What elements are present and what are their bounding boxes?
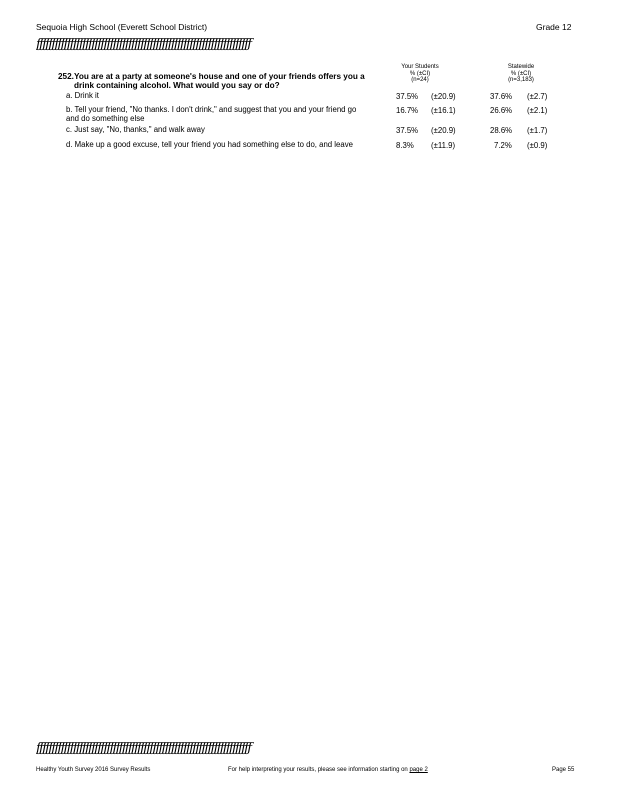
footer-page-link[interactable]: page 2 xyxy=(409,767,428,773)
state-ci-a: (±2.7) xyxy=(527,92,548,101)
your-pct-a: 37.5% xyxy=(396,92,419,101)
answer-label-d: d. Make up a good excuse, tell your friend you had something else to do, and leave xyxy=(66,140,353,149)
state-ci-c: (±1.7) xyxy=(527,126,548,135)
statewide-unit: % (±CI) xyxy=(510,70,532,77)
your-students-n: (n=24) xyxy=(411,77,429,83)
your-ci-a: (±20.9) xyxy=(431,92,456,101)
footer-help-text xyxy=(228,767,428,773)
grade-label: Grade 12 xyxy=(536,22,572,32)
statewide-title: Statewide xyxy=(507,64,535,70)
statewide-n: (n=3,183) xyxy=(508,77,534,83)
question-number: 252. xyxy=(58,72,74,81)
state-pct-d: 7.2% xyxy=(494,141,512,150)
your-students-unit: % (±CI) xyxy=(409,70,431,77)
your-pct-b: 16.7% xyxy=(396,106,419,115)
state-ci-b: (±2.1) xyxy=(527,106,548,115)
header-rule: ƒƒƒƒƒƒƒƒƒƒƒƒƒƒƒƒƒƒƒƒƒƒƒƒƒƒƒƒƒƒƒƒƒƒƒƒƒƒƒƒƒƒƒƒƒƒƒƒƒƒƒƒƒƒƒƒƒƒƒƒƒƒƒƒƒƒƒƒƒƒ xyxy=(36,38,251,52)
your-students-header xyxy=(385,64,455,84)
your-ci-d: (±11.9) xyxy=(431,141,456,150)
your-ci-b: (±16.1) xyxy=(431,106,456,115)
footer-survey-title: Healthy Youth Survey 2016 Survey Results xyxy=(36,767,151,773)
your-students-title: Your Students xyxy=(401,64,439,70)
state-ci-d: (±0.9) xyxy=(527,141,548,150)
your-pct-d: 8.3% xyxy=(396,141,414,150)
question-text: You are at a party at someone's house and one of your friends offers you a drink containing alcohol. What would you say or do? xyxy=(74,72,365,90)
page-number: Page 55 xyxy=(552,767,575,773)
answer-label-a: a. Drink it xyxy=(66,91,99,100)
footer-rule: ƒƒƒƒƒƒƒƒƒƒƒƒƒƒƒƒƒƒƒƒƒƒƒƒƒƒƒƒƒƒƒƒƒƒƒƒƒƒƒƒƒƒƒƒƒƒƒƒƒƒƒƒƒƒƒƒƒƒƒƒƒƒƒƒƒƒƒƒƒƒ xyxy=(36,742,251,756)
answer-label-b: b. Tell your friend, "No thanks. I don't drink," and suggest that you and your friend go and do something else xyxy=(66,105,357,123)
answer-label-c: c. Just say, "No, thanks," and walk away xyxy=(66,125,205,134)
statewide-header xyxy=(486,64,556,84)
your-ci-c: (±20.9) xyxy=(431,126,456,135)
school-name: Sequoia High School (Everett School District) xyxy=(36,22,208,32)
your-pct-c: 37.5% xyxy=(396,126,419,135)
state-pct-a: 37.6% xyxy=(490,92,513,101)
state-pct-b: 26.6% xyxy=(490,106,513,115)
footer-help-prefix: For help interpreting your results, please see information starting on xyxy=(228,767,408,773)
state-pct-c: 28.6% xyxy=(490,126,513,135)
